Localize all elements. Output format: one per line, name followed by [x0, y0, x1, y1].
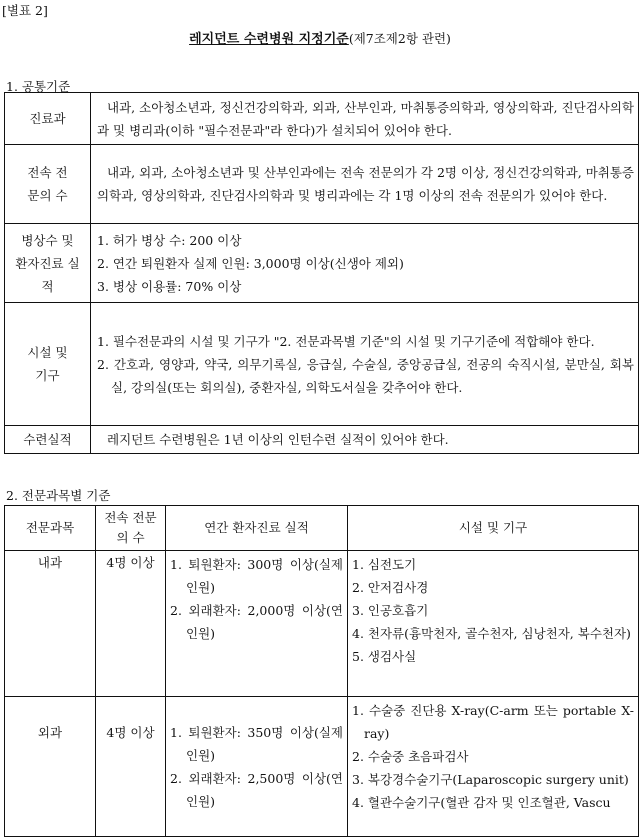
- row-label: 전속 전문의 수: [5, 145, 91, 224]
- row-content: [91, 303, 639, 426]
- column-header: 연간 환자진료 실적: [166, 506, 348, 551]
- performance-cell: [166, 551, 348, 697]
- list-item: 2. 연간 퇴원환자 실제 인원: 3,000명 이상(신생아 제외): [97, 255, 404, 271]
- row-content: 레지던트 수련병원은 1년 이상의 인턴수련 실적이 있어야 한다.: [91, 426, 639, 454]
- facilities-cell: [348, 697, 639, 837]
- list-item: 2. 외래환자: 2,000명 이상(연인원): [170, 603, 343, 641]
- table-row: [5, 145, 639, 224]
- table-row: [5, 551, 639, 697]
- list-item: 2. 안저검사경: [352, 580, 429, 595]
- column-header: 시설 및 기구: [348, 506, 639, 551]
- section2-heading: 2. 전문과목별 기준: [6, 488, 111, 503]
- table-row: [5, 93, 639, 145]
- column-header: 전속 전문의 수: [96, 506, 166, 551]
- list-item: 1. 필수전문과의 시설 및 기구가 "2. 전문과목별 기준"의 시설 및 기구기준에 적합해야 한다.: [97, 333, 595, 349]
- column-header: 전문과목: [5, 506, 96, 551]
- list-item: 3. 병상 이용률: 70% 이상: [97, 278, 242, 294]
- list-item: 1. 심전도기: [352, 557, 417, 572]
- list-item: 1. 수술중 진단용 X-ray(C-arm 또는 portable X-ray): [352, 703, 634, 741]
- title-main: 레지던트 수련병원 지정기준: [189, 32, 349, 47]
- specialty-cell: 내과: [5, 551, 96, 697]
- specialty-criteria-table: [4, 505, 639, 837]
- list-item: 1. 허가 병상 수: 200 이상: [97, 232, 242, 248]
- performance-cell: [166, 697, 348, 837]
- row-content: 내과, 외과, 소아청소년과 및 산부인과에는 전속 전문의가 각 2명 이상, 정신건강의학과, 마취통증의학과, 영상의학과, 진단검사의학과 및 병리과에는 각 1명 이상의 전속 전문의가 있어야 한다.: [91, 145, 639, 224]
- row-content: 내과, 소아청소년과, 정신건강의학과, 외과, 산부인과, 마취통증의학과, 영상의학과, 진단검사의학과 및 병리과(이하 "필수전문과"라 한다)가 설치되어 있어야 한다.: [91, 93, 639, 145]
- row-label: 시설 및 기구: [5, 303, 91, 426]
- table-row: [5, 224, 639, 303]
- doctors-cell: 4명 이상: [96, 697, 166, 837]
- row-label: 수련실적: [5, 426, 91, 454]
- document-title: [0, 28, 640, 47]
- row-label: 병상수 및 환자진료 실적: [5, 224, 91, 303]
- specialty-cell: 외과: [5, 697, 96, 837]
- title-sub: (제7조제2항 관련): [348, 31, 451, 46]
- doctors-cell: 4명 이상: [96, 551, 166, 697]
- common-criteria-table: [4, 92, 639, 454]
- list-item: 2. 수술중 초음파검사: [352, 749, 469, 764]
- row-label: 진료과: [5, 93, 91, 145]
- list-item: 1. 퇴원환자: 350명 이상(실제 인원): [170, 725, 343, 763]
- list-item: 3. 인공호흡기: [352, 603, 429, 618]
- list-item: 3. 복강경수술기구(Laparoscopic surgery unit): [352, 772, 629, 787]
- list-item: 4. 혈관수술기구(혈관 감자 및 인조혈관, Vascu: [352, 795, 611, 810]
- table-header-row: [5, 506, 639, 551]
- row-content: [91, 224, 639, 303]
- list-item: 4. 천자류(흉막천자, 골수천자, 심낭천자, 복수천자): [352, 626, 631, 641]
- list-item: 2. 간호과, 영양과, 약국, 의무기록실, 응급실, 수술실, 중앙공급실, 전공의 숙직시설, 분만실, 회복실, 강의실(또는 회의실), 중환자실, 의학도서실을 갖추어야 한다.: [97, 356, 634, 395]
- list-item: 5. 생검사실: [352, 649, 417, 664]
- list-item: 2. 외래환자: 2,500명 이상(연인원): [170, 771, 343, 809]
- section1-heading: 1. 공통기준: [6, 79, 71, 94]
- table-row: [5, 303, 639, 426]
- appendix-label: [별표 2]: [2, 3, 48, 18]
- table-row: [5, 697, 639, 837]
- table-row: [5, 426, 639, 454]
- facilities-cell: [348, 551, 639, 697]
- list-item: 1. 퇴원환자: 300명 이상(실제 인원): [170, 557, 343, 595]
